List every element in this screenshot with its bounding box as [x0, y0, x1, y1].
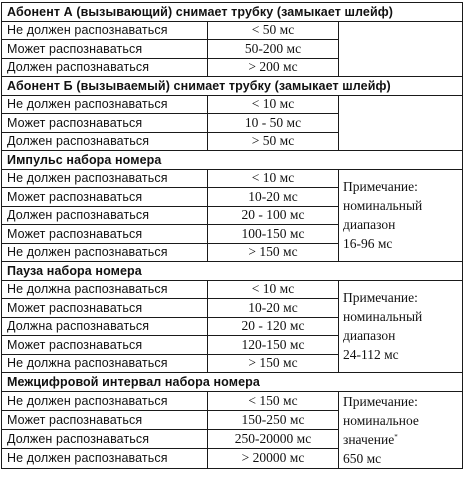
note-text: диапазон [343, 328, 396, 344]
section-header-row [2, 373, 463, 392]
section-header: Импульс набора номера [2, 151, 463, 170]
condition-cell: Может распознаваться [2, 114, 208, 133]
condition-cell: Должен распознаваться [2, 132, 208, 151]
note-text: Примечание: [343, 179, 418, 195]
range-cell: < 50 мс [208, 21, 339, 40]
range-cell: < 10 мс [208, 95, 339, 114]
note-cell [339, 21, 463, 77]
footnote-mark: * [394, 432, 398, 441]
condition-cell: Должен распознаваться [2, 206, 208, 225]
condition-cell: Может распознаваться [2, 336, 208, 355]
range-cell: 20 - 100 мс [208, 206, 339, 225]
range-cell: > 200 мс [208, 58, 339, 77]
range-cell: > 50 мс [208, 132, 339, 151]
note-text: 16-96 мс [343, 236, 393, 252]
condition-cell: Должен распознаваться [2, 58, 208, 77]
condition-cell: Может распознаваться [2, 299, 208, 318]
condition-cell: Может распознаваться [2, 225, 208, 244]
note-text: 24-112 мс [343, 347, 399, 363]
note-text: номинальный [343, 309, 423, 325]
note-line [343, 177, 458, 196]
condition-cell: Не должен распознаваться [2, 95, 208, 114]
document-page [0, 2, 464, 493]
condition-cell: Может распознаваться [2, 410, 208, 429]
note-line [343, 234, 458, 253]
table-row [2, 280, 463, 299]
range-cell: 10 - 50 мс [208, 114, 339, 133]
section-header: Межцифровой интервал набора номера [2, 373, 463, 392]
range-cell: < 150 мс [208, 391, 339, 410]
table-row [2, 95, 463, 114]
recognition-timing-table [1, 2, 463, 469]
note-text: значение [343, 431, 395, 447]
note-line [343, 430, 458, 449]
note-text: диапазон [343, 217, 396, 233]
table-row [2, 169, 463, 188]
range-cell: 100-150 мс [208, 225, 339, 244]
section-header-row [2, 3, 463, 22]
note-line [343, 449, 458, 468]
condition-cell: Не должен распознаваться [2, 21, 208, 40]
condition-cell: Не должен распознаваться [2, 243, 208, 262]
range-cell: 10-20 мс [208, 299, 339, 318]
table-body [2, 3, 463, 469]
note-text: 650 мс [343, 450, 382, 466]
condition-cell: Может распознаваться [2, 40, 208, 59]
note-text: Примечание: [343, 393, 418, 409]
range-cell: 120-150 мс [208, 336, 339, 355]
condition-cell: Не должен распознаваться [2, 391, 208, 410]
section-header: Абонент А (вызывающий) снимает трубку (замыкает шлейф) [2, 3, 463, 22]
condition-cell: Не должна распознаваться [2, 354, 208, 373]
section-header-row [2, 151, 463, 170]
note-text: номинальное [343, 412, 419, 428]
note-line [343, 345, 458, 364]
table-row [2, 391, 463, 410]
range-cell: > 150 мс [208, 243, 339, 262]
note-cell [339, 95, 463, 151]
table-row [2, 21, 463, 40]
range-cell: > 20000 мс [208, 449, 339, 468]
condition-cell: Не должен распознаваться [2, 449, 208, 468]
range-cell: 50-200 мс [208, 40, 339, 59]
range-cell: 10-20 мс [208, 188, 339, 207]
note-line [343, 307, 458, 326]
note-line [343, 288, 458, 307]
section-header: Абонент Б (вызываемый) снимает трубку (замыкает шлейф) [2, 77, 463, 96]
note-line [343, 215, 458, 234]
condition-cell: Должна распознаваться [2, 317, 208, 336]
note-line [343, 411, 458, 430]
note-line [343, 392, 458, 411]
condition-cell: Должен распознаваться [2, 430, 208, 449]
range-cell: 250-20000 мс [208, 430, 339, 449]
note-cell [339, 391, 463, 468]
condition-cell: Не должен распознаваться [2, 169, 208, 188]
range-cell: < 10 мс [208, 280, 339, 299]
section-header-row [2, 262, 463, 281]
note-line [343, 196, 458, 215]
range-cell: < 10 мс [208, 169, 339, 188]
note-cell [339, 169, 463, 262]
section-header-row [2, 77, 463, 96]
condition-cell: Не должна распознаваться [2, 280, 208, 299]
note-text: номинальный [343, 198, 423, 214]
range-cell: > 150 мс [208, 354, 339, 373]
note-line [343, 326, 458, 345]
section-header: Пауза набора номера [2, 262, 463, 281]
note-text: Примечание: [343, 290, 418, 306]
note-cell [339, 280, 463, 373]
range-cell: 20 - 120 мс [208, 317, 339, 336]
condition-cell: Может распознаваться [2, 188, 208, 207]
range-cell: 150-250 мс [208, 410, 339, 429]
